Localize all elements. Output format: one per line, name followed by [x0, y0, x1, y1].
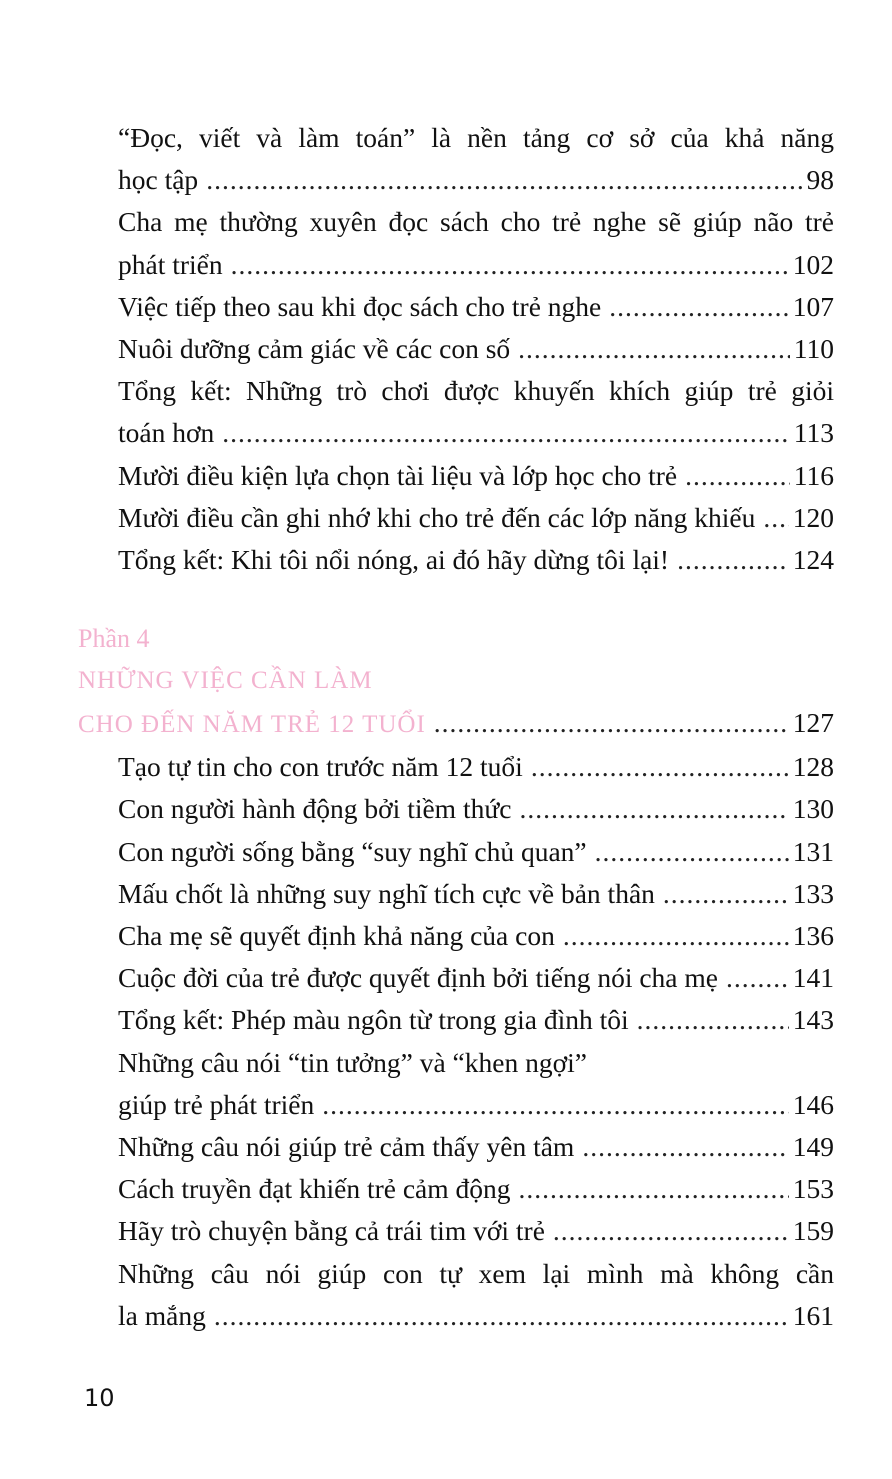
toc-entry: [118, 539, 834, 581]
toc-entry-last-line: [118, 286, 834, 328]
toc-entry-page-number: 149: [792, 1131, 834, 1163]
toc-entry-last-line: [118, 1210, 834, 1252]
leader-dots: [763, 497, 788, 539]
toc-entry: [118, 201, 834, 285]
toc-entry-page-number: 98: [806, 164, 834, 196]
toc-entry-last-line: [118, 328, 834, 370]
toc-entry-page-number: 124: [792, 544, 834, 576]
toc-entry-last-line: [118, 1126, 834, 1168]
toc-entry-title: phát triển: [118, 248, 223, 280]
toc-entry-page-number: 136: [792, 920, 834, 952]
toc-section-4-entries: [118, 746, 834, 1337]
toc-entry: [118, 831, 834, 873]
toc-entry-last-line: [118, 1295, 834, 1337]
toc-entry: [118, 788, 834, 830]
toc-entry-title: Cách truyền đạt khiến trẻ cảm động: [118, 1173, 511, 1205]
toc-entry-page-number: 133: [792, 877, 834, 909]
page-number: 10: [84, 1384, 115, 1412]
leader-dots: [322, 1084, 788, 1126]
toc-entry-title: Những câu nói giúp trẻ cảm thấy yên tâm: [118, 1131, 575, 1163]
toc-entry-last-line: [118, 957, 834, 999]
toc-entry-page-number: 131: [792, 835, 834, 867]
toc-entry-last-line: [118, 412, 834, 454]
toc-entry-title: Con người sống bằng “suy nghĩ chủ quan”: [118, 835, 587, 867]
toc-entry-last-line: [118, 873, 834, 915]
toc-entry-last-line: [118, 999, 834, 1041]
toc-entry-title: Mười điều cần ghi nhớ khi cho trẻ đến các lớp năng khiếu: [118, 501, 756, 533]
toc-entry-last-line: [118, 1168, 834, 1210]
leader-dots: [685, 455, 790, 497]
toc-entry: [118, 746, 834, 788]
toc-entry: [118, 117, 834, 201]
toc-entry: [118, 957, 834, 999]
leader-dots: [434, 702, 789, 744]
leader-dots: [519, 1168, 789, 1210]
leader-dots: [677, 539, 789, 581]
toc-entry: [118, 370, 834, 454]
toc-entry-page-number: 116: [793, 459, 834, 491]
toc-entry: [118, 1126, 834, 1168]
toc-entry-page-number: 128: [792, 751, 834, 783]
toc-entry-title-line: Tổng kết: Những trò chơi được khuyến khích giúp trẻ giỏi: [118, 375, 834, 407]
toc-entry: [118, 915, 834, 957]
part-4-heading: [78, 618, 834, 746]
part-label: Phần 4: [78, 624, 150, 654]
toc-entry-title: la mắng: [118, 1299, 206, 1331]
toc-entry: [118, 1253, 834, 1337]
toc-entry-title: Tổng kết: Khi tôi nổi nóng, ai đó hãy dừng tôi lại!: [118, 544, 670, 576]
toc-entry-last-line: [118, 915, 834, 957]
leader-dots: [206, 159, 802, 201]
toc-entry-page-number: 143: [792, 1004, 834, 1036]
leader-dots: [563, 915, 789, 957]
toc-entry: [118, 286, 834, 328]
toc-entry-title: Tổng kết: Phép màu ngôn từ trong gia đình tôi: [118, 1004, 629, 1036]
leader-dots: [222, 412, 790, 454]
leader-dots: [553, 1210, 789, 1252]
toc-entry: [118, 1210, 834, 1252]
toc-entry-last-line: [118, 1084, 834, 1126]
toc-entry-title-line: Những câu nói giúp con tự xem lại mình mà không cần: [118, 1257, 834, 1289]
leader-dots: [214, 1295, 789, 1337]
toc-entry: [118, 999, 834, 1041]
toc-entry-page-number: 102: [792, 248, 834, 280]
toc-entry-page-number: 146: [792, 1088, 834, 1120]
leader-dots: [531, 746, 789, 788]
part-title-line-2-text: CHO ĐẾN NĂM TRẺ 12 TUỔI: [78, 711, 426, 739]
leader-dots: [231, 244, 789, 286]
toc-entry-page-number: 120: [792, 501, 834, 533]
toc-entry-page-number: 107: [792, 290, 834, 322]
toc-entry-page-number: 130: [792, 793, 834, 825]
toc-entry-title: Cuộc đời của trẻ được quyết định bởi tiếng nói cha mẹ: [118, 962, 718, 994]
toc-entry-title: học tập: [118, 164, 199, 196]
toc-entry-last-line: [118, 455, 834, 497]
toc-entry-page-number: 153: [792, 1173, 834, 1205]
toc-entry-last-line: [118, 788, 834, 830]
toc-entry-last-line: [118, 497, 834, 539]
toc-entry-title-line: “Đọc, viết và làm toán” là nền tảng cơ sở của khả năng: [118, 122, 834, 153]
leader-dots: [595, 831, 789, 873]
toc-entry: [118, 455, 834, 497]
toc-entry: [118, 497, 834, 539]
toc-entry-title: Nuôi dưỡng cảm giác về các con số: [118, 333, 511, 365]
toc-entry-title: Con người hành động bởi tiềm thức: [118, 793, 512, 825]
leader-dots: [582, 1126, 788, 1168]
leader-dots: [663, 873, 789, 915]
toc-entry-title: giúp trẻ phát triển: [118, 1088, 315, 1120]
toc-entry: [118, 328, 834, 370]
toc-entry-title: Tạo tự tin cho con trước năm 12 tuổi: [118, 751, 523, 783]
leader-dots: [726, 957, 789, 999]
toc-entry-page-number: 161: [792, 1299, 834, 1331]
part-page-number: 127: [792, 707, 834, 739]
toc-entry-page-number: 141: [792, 962, 834, 994]
toc-entry-title: Hãy trò chuyện bằng cả trái tim với trẻ: [118, 1215, 545, 1247]
toc-entry-page-number: 113: [793, 417, 834, 449]
toc-entry-title-line: Cha mẹ thường xuyên đọc sách cho trẻ nghe sẽ giúp não trẻ: [118, 206, 834, 238]
toc-entry-last-line: [118, 159, 834, 201]
part-title-line-2: [78, 702, 834, 746]
leader-dots: [637, 999, 789, 1041]
toc-entry: [118, 873, 834, 915]
toc-entry-title-line: Những câu nói “tin tưởng” và “khen ngợi”: [118, 1046, 587, 1078]
toc-section-3-entries: [118, 117, 834, 581]
toc-entry-title: Cha mẹ sẽ quyết định khả năng của con: [118, 920, 555, 952]
toc-entry-title: Mười điều kiện lựa chọn tài liệu và lớp học cho trẻ: [118, 459, 678, 491]
toc-entry-last-line: [118, 831, 834, 873]
leader-dots: [518, 328, 790, 370]
toc-entry-last-line: [118, 746, 834, 788]
toc-entry-title: Mấu chốt là những suy nghĩ tích cực về bản thân: [118, 877, 655, 909]
toc-entry-page-number: 110: [793, 333, 834, 365]
part-title-line-1: NHỮNG VIỆC CẦN LÀM: [78, 667, 373, 695]
table-of-contents: [78, 117, 834, 1337]
toc-entry-page-number: 159: [792, 1215, 834, 1247]
leader-dots: [609, 286, 788, 328]
toc-entry: [118, 1042, 834, 1126]
toc-entry-title: toán hơn: [118, 417, 215, 449]
toc-entry-last-line: [118, 244, 834, 286]
toc-entry-last-line: [118, 539, 834, 581]
toc-entry-title: Việc tiếp theo sau khi đọc sách cho trẻ nghe: [118, 290, 602, 322]
toc-entry: [118, 1168, 834, 1210]
leader-dots: [519, 788, 788, 830]
